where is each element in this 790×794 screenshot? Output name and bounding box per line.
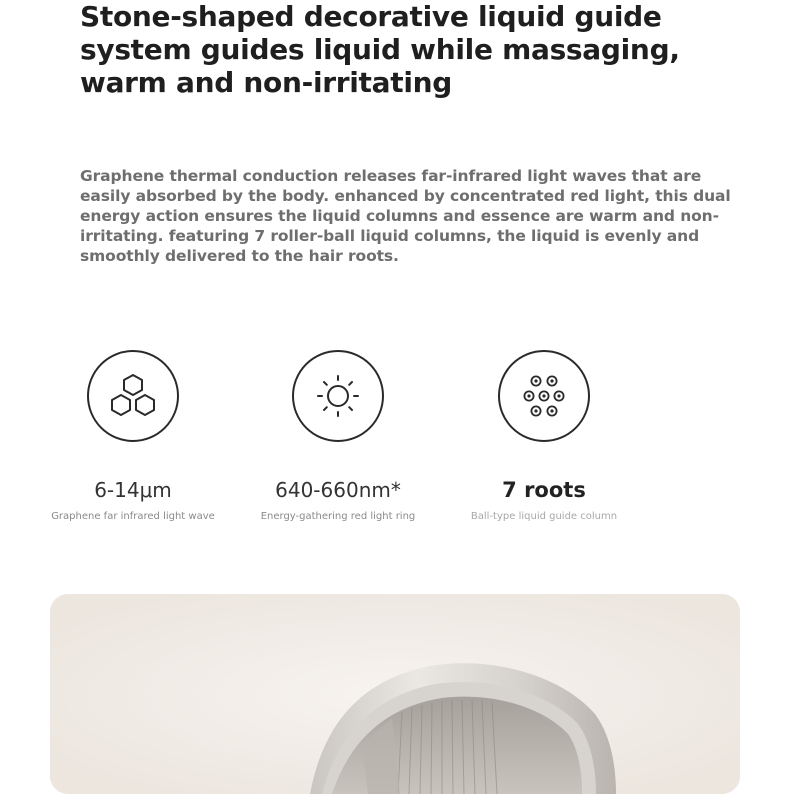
feature-value: 7 roots	[502, 478, 586, 502]
headline: Stone-shaped decorative liquid guide system guides liquid while massaging, warm and non-irritating	[80, 0, 680, 99]
feature-red-light	[238, 350, 438, 524]
description: Graphene thermal conduction releases far-infrared light waves that are easily absorbed by the body. enhanced by concentrated red light, this dual energy action ensures the liquid columns and essence are warm and non-irritating. featuring 7 roller-ball liquid columns, the liquid is evenly and smoothly delivered to the hair roots.	[80, 167, 731, 265]
feature-caption: Ball-type liquid guide column	[470, 511, 618, 522]
sun-icon	[292, 350, 384, 442]
hexagon-cluster-icon	[87, 350, 179, 442]
feature-caption: Energy-gathering red light ring	[260, 511, 416, 522]
feature-value: 6-14μm	[94, 478, 172, 502]
feature-roller-balls	[444, 350, 644, 524]
feature-graphene	[33, 350, 233, 524]
massager-device-image	[50, 594, 740, 794]
feature-value: 640-660nm*	[275, 478, 401, 502]
feature-caption: Graphene far infrared light wave	[51, 511, 215, 522]
product-photo	[50, 594, 740, 794]
roller-balls-icon	[498, 350, 590, 442]
